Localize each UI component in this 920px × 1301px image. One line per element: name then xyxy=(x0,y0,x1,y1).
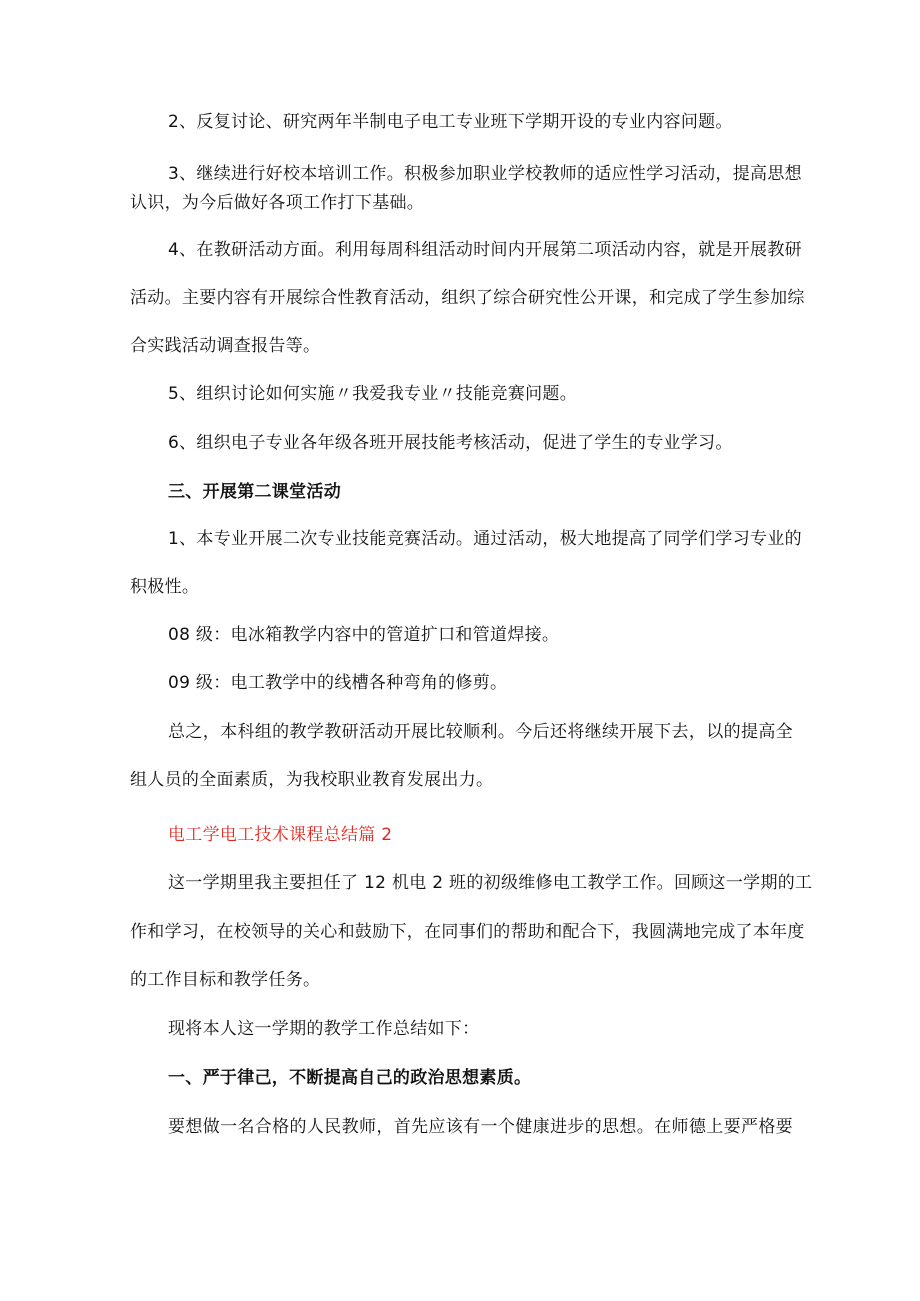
paragraph-s3-item-1-line-2: 积极性。 xyxy=(130,577,200,597)
paragraph-a2-p1-line-3: 的工作目标和教学任务。 xyxy=(130,970,321,990)
paragraph-item-4-line-3: 合实践活动调查报告等。 xyxy=(130,336,321,356)
paragraph-item-4-line-1: 4、在教研活动方面。利用每周科组活动时间内开展第二项活动内容，就是开展教研 xyxy=(168,240,802,260)
paragraph-summary-line-2: 组人员的全面素质，为我校职业教育发展出力。 xyxy=(130,770,494,790)
paragraph-item-2: 2、反复讨论、研究两年半制电子电工专业班下学期开设的专业内容问题。 xyxy=(168,112,733,132)
article-title: 电工学电工技术课程总结篇 2 xyxy=(168,825,393,845)
paragraph-summary-line-1: 总之，本科组的教学教研活动开展比较顺利。今后还将继续开展下去，以的提高全 xyxy=(168,722,793,742)
paragraph-item-3-line-1: 3、继续进行好校本培训工作。积极参加职业学校教师的适应性学习活动，提高思想 xyxy=(168,164,802,184)
paragraph-item-5: 5、组织讨论如何实施〃我爱我专业〃技能竞赛问题。 xyxy=(168,384,578,404)
paragraph-a2-p2: 现将本人这一学期的教学工作总结如下： xyxy=(168,1019,480,1039)
article-heading-1: 一、严于律己，不断提高自己的政治思想素质。 xyxy=(168,1068,532,1088)
paragraph-a2-p1-line-2: 作和学习，在校领导的关心和鼓励下，在同事们的帮助和配合下，我圆满地完成了本年度 xyxy=(130,922,805,942)
paragraph-item-3-line-2: 认识，为今后做好各项工作打下基础。 xyxy=(130,193,425,213)
paragraph-a2-p1-line-1: 这一学期里我主要担任了 12 机电 2 班的初级维修电工教学工作。回顾这一学期的工 xyxy=(168,873,813,893)
paragraph-item-4-line-2: 活动。主要内容有开展综合性教育活动，组织了综合研究性公开课，和完成了学生参加综 xyxy=(130,288,805,308)
paragraph-grade-09: 09 级：电工教学中的线槽各种弯角的修剪。 xyxy=(168,673,508,693)
section-heading-3: 三、开展第二课堂活动 xyxy=(168,482,341,502)
paragraph-s3-item-1-line-1: 1、本专业开展二次专业技能竞赛活动。通过活动，极大地提高了同学们学习专业的 xyxy=(168,529,802,549)
paragraph-item-6: 6、组织电子专业各年级各班开展技能考核活动，促进了学生的专业学习。 xyxy=(168,433,733,453)
paragraph-grade-08: 08 级：电冰箱教学内容中的管道扩口和管道焊接。 xyxy=(168,625,560,645)
paragraph-a2-p3-line-1: 要想做一名合格的人民教师，首先应该有一个健康进步的思想。在师德上要严格要 xyxy=(168,1117,793,1137)
